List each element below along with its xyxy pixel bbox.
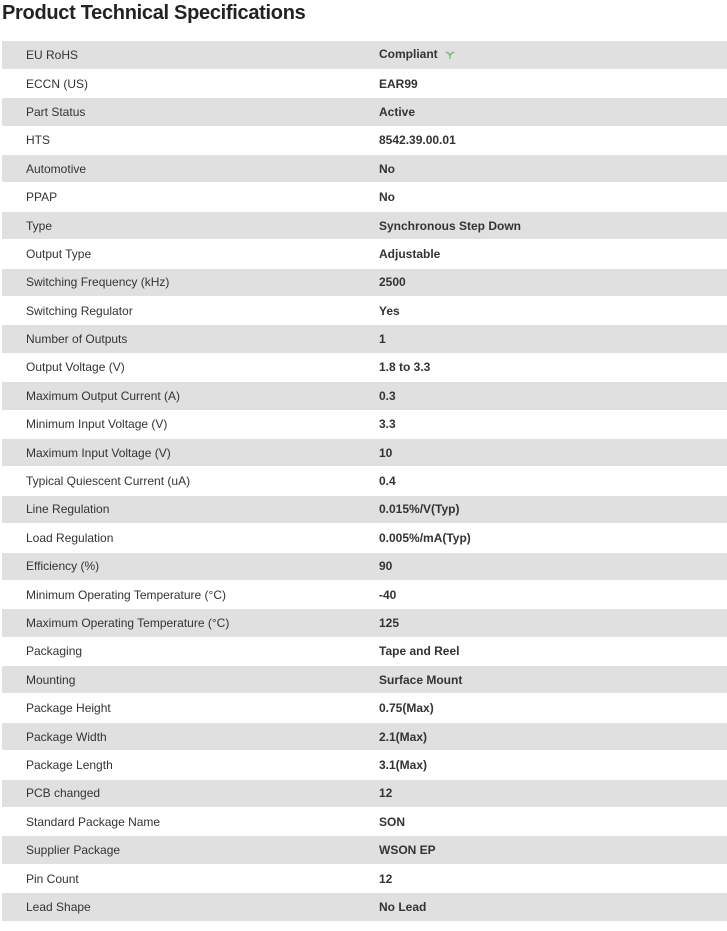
spec-value: Active <box>379 104 416 119</box>
spec-row <box>2 155 727 183</box>
spec-name: Number of Outputs <box>2 325 379 353</box>
spec-name: Switching Regulator <box>2 297 379 325</box>
spec-row <box>2 183 727 211</box>
spec-name: PCB changed <box>2 779 379 807</box>
spec-name: Standard Package Name <box>2 808 379 836</box>
spec-table-body <box>2 41 727 921</box>
spec-row <box>2 609 727 637</box>
spec-row <box>2 268 727 296</box>
spec-value-cell <box>379 751 727 779</box>
spec-value-cell <box>379 467 727 495</box>
spec-value: No <box>379 161 395 176</box>
spec-name: Minimum Input Voltage (V) <box>2 410 379 438</box>
spec-value-cell <box>379 268 727 296</box>
spec-name: Maximum Operating Temperature (°C) <box>2 609 379 637</box>
spec-value-cell <box>379 410 727 438</box>
spec-row <box>2 694 727 722</box>
spec-value-cell <box>379 495 727 523</box>
spec-value: 8542.39.00.01 <box>379 133 456 148</box>
spec-value-cell <box>379 808 727 836</box>
spec-value-cell <box>379 666 727 694</box>
spec-table <box>2 41 727 921</box>
spec-value-cell <box>379 580 727 608</box>
spec-name: Typical Quiescent Current (uA) <box>2 467 379 495</box>
spec-row <box>2 836 727 864</box>
spec-value-cell <box>379 438 727 466</box>
spec-name: Switching Frequency (kHz) <box>2 268 379 296</box>
spec-name: HTS <box>2 126 379 154</box>
spec-row <box>2 297 727 325</box>
spec-value: 0.005%/mA(Typ) <box>379 530 471 545</box>
spec-value-cell <box>379 552 727 580</box>
spec-value: Adjustable <box>379 246 441 261</box>
spec-name: Maximum Input Voltage (V) <box>2 438 379 466</box>
spec-row <box>2 98 727 126</box>
spec-value-cell <box>379 722 727 750</box>
spec-name: Efficiency (%) <box>2 552 379 580</box>
spec-row <box>2 41 727 69</box>
spec-value-cell <box>379 126 727 154</box>
spec-value: 90 <box>379 559 393 574</box>
spec-row <box>2 666 727 694</box>
spec-row <box>2 893 727 921</box>
spec-row <box>2 808 727 836</box>
spec-value: Surface Mount <box>379 672 463 687</box>
spec-value-cell <box>379 69 727 97</box>
spec-row <box>2 382 727 410</box>
spec-row <box>2 524 727 552</box>
spec-value: 0.015%/V(Typ) <box>379 502 460 517</box>
spec-value-cell <box>379 325 727 353</box>
spec-value: Compliant <box>379 46 438 61</box>
spec-row <box>2 495 727 523</box>
spec-value-cell <box>379 382 727 410</box>
spec-value: No <box>379 190 395 205</box>
spec-row <box>2 637 727 665</box>
spec-name: Maximum Output Current (A) <box>2 382 379 410</box>
spec-row <box>2 353 727 381</box>
spec-row <box>2 438 727 466</box>
spec-value: 10 <box>379 445 393 460</box>
spec-value: 2500 <box>379 275 406 290</box>
spec-name: Lead Shape <box>2 893 379 921</box>
spec-value: 0.75(Max) <box>379 701 434 716</box>
spec-value-cell <box>379 609 727 637</box>
spec-row <box>2 325 727 353</box>
spec-row <box>2 211 727 239</box>
leaf-icon <box>443 48 457 63</box>
spec-name: Line Regulation <box>2 495 379 523</box>
spec-name: EU RoHS <box>2 41 379 69</box>
spec-value: SON <box>379 814 406 829</box>
spec-value: Yes <box>379 303 400 318</box>
spec-name: Automotive <box>2 155 379 183</box>
spec-row <box>2 240 727 268</box>
spec-value-cell <box>379 211 727 239</box>
spec-value-cell <box>379 41 727 69</box>
spec-row <box>2 410 727 438</box>
spec-value: 3.1(Max) <box>379 757 428 772</box>
spec-value: 1 <box>379 332 386 347</box>
spec-value-cell <box>379 694 727 722</box>
spec-name: Part Status <box>2 98 379 126</box>
spec-value: 125 <box>379 616 400 630</box>
spec-name: Output Type <box>2 240 379 268</box>
spec-name: Load Regulation <box>2 524 379 552</box>
page-title: Product Technical Specifications <box>2 2 306 24</box>
spec-name: Type <box>2 211 379 239</box>
spec-value: 0.4 <box>379 474 396 489</box>
spec-row <box>2 722 727 750</box>
spec-row <box>2 864 727 892</box>
spec-value-cell <box>379 779 727 807</box>
spec-value: 2.1(Max) <box>379 729 428 744</box>
spec-name: Pin Count <box>2 864 379 892</box>
spec-row <box>2 751 727 779</box>
spec-row <box>2 126 727 154</box>
spec-value-cell <box>379 893 727 921</box>
spec-value-cell <box>379 637 727 665</box>
spec-value: 12 <box>379 786 393 801</box>
spec-value-cell <box>379 98 727 126</box>
spec-value-cell <box>379 297 727 325</box>
spec-value: Tape and Reel <box>379 644 460 659</box>
spec-value-cell <box>379 240 727 268</box>
spec-value: 3.3 <box>379 417 396 432</box>
spec-row <box>2 779 727 807</box>
spec-row <box>2 69 727 97</box>
spec-name: Package Height <box>2 694 379 722</box>
spec-name: Package Width <box>2 722 379 750</box>
spec-value: Synchronous Step Down <box>379 218 522 233</box>
spec-name: Minimum Operating Temperature (°C) <box>2 580 379 608</box>
spec-name: Supplier Package <box>2 836 379 864</box>
spec-value-cell <box>379 836 727 864</box>
spec-value-cell <box>379 524 727 552</box>
spec-row <box>2 552 727 580</box>
spec-name: Mounting <box>2 666 379 694</box>
spec-name: PPAP <box>2 183 379 211</box>
spec-value-cell <box>379 864 727 892</box>
spec-value: -40 <box>379 587 397 602</box>
spec-name: Packaging <box>2 637 379 665</box>
spec-value: 1.8 to 3.3 <box>379 360 431 375</box>
spec-value: 0.3 <box>379 388 396 403</box>
spec-value-cell <box>379 353 727 381</box>
spec-value-cell <box>379 183 727 211</box>
spec-row <box>2 467 727 495</box>
spec-name: Package Length <box>2 751 379 779</box>
spec-value-cell <box>379 155 727 183</box>
spec-value: 12 <box>379 871 393 886</box>
spec-value: EAR99 <box>379 76 418 91</box>
spec-name: ECCN (US) <box>2 69 379 97</box>
spec-name: Output Voltage (V) <box>2 353 379 381</box>
spec-value: WSON EP <box>379 843 436 858</box>
spec-row <box>2 580 727 608</box>
spec-value: No Lead <box>379 900 427 915</box>
